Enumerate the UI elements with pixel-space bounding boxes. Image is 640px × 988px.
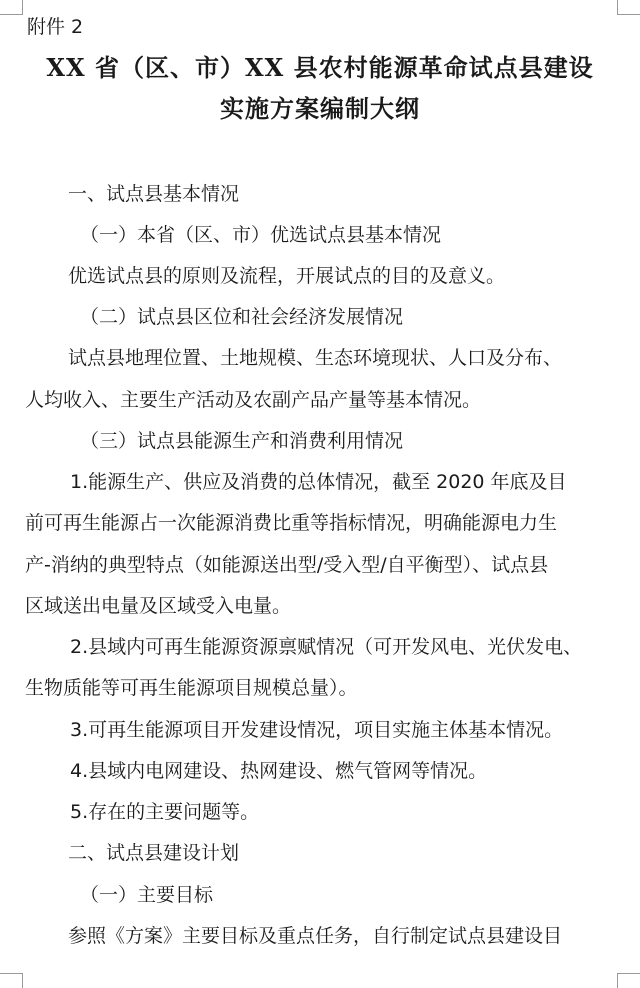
list-item-line: 2.县域内可再生能源资源禀赋情况（可开发风电、光伏发电、 xyxy=(70,636,583,658)
subsection-heading: （一）本省（区、市）优选试点县基本情况 xyxy=(80,224,442,246)
paragraph-line: 人均收入、主要生产活动及农副产品产量等基本情况。 xyxy=(25,389,482,411)
document-title-line-2: 实施方案编制大纲 xyxy=(220,94,420,123)
paragraph-line: 试点县地理位置、土地规模、生态环境现状、人口及分布、 xyxy=(68,347,563,369)
subsection-heading: （二）试点县区位和社会经济发展情况 xyxy=(80,306,404,328)
document-title-line-1: XX 省（区、市）XX 县农村能源革命试点县建设 xyxy=(46,53,594,82)
section-heading: 一、试点县基本情况 xyxy=(68,183,240,205)
paragraph-line: 参照《方案》主要目标及重点任务，自行制定试点县建设目 xyxy=(68,925,563,947)
page-corner-mark xyxy=(617,0,640,15)
subsection-heading: （一）主要目标 xyxy=(80,884,214,906)
page-corner-mark xyxy=(0,0,23,15)
list-item-line: 3.可再生能源项目开发建设情况，项目实施主体基本情况。 xyxy=(70,719,564,741)
attachment-label: 附件 2 xyxy=(27,16,84,38)
list-item-line: 5.存在的主要问题等。 xyxy=(70,801,260,823)
list-item-line: 1.能源生产、供应及消费的总体情况，截至 2020 年底及目 xyxy=(70,471,567,493)
section-heading: 二、试点县建设计划 xyxy=(68,842,240,864)
list-item-line: 生物质能等可再生能源项目规模总量）。 xyxy=(25,677,358,699)
page-corner-mark xyxy=(0,973,23,988)
page-corner-mark xyxy=(617,973,640,988)
list-item-line: 4.县域内电网建设、热网建设、燃气管网等情况。 xyxy=(70,760,488,782)
list-item-line: 前可再生能源占一次能源消费比重等指标情况，明确能源电力生 xyxy=(25,512,558,534)
list-item-line: 产-消纳的典型特点（如能源送出型/受入型/自平衡型）、试点县 xyxy=(25,554,549,576)
list-item-line: 区域送出电量及区域受入电量。 xyxy=(25,595,292,617)
paragraph-line: 优选试点县的原则及流程，开展试点的目的及意义。 xyxy=(68,265,506,287)
subsection-heading: （三）试点县能源生产和消费利用情况 xyxy=(80,430,404,452)
